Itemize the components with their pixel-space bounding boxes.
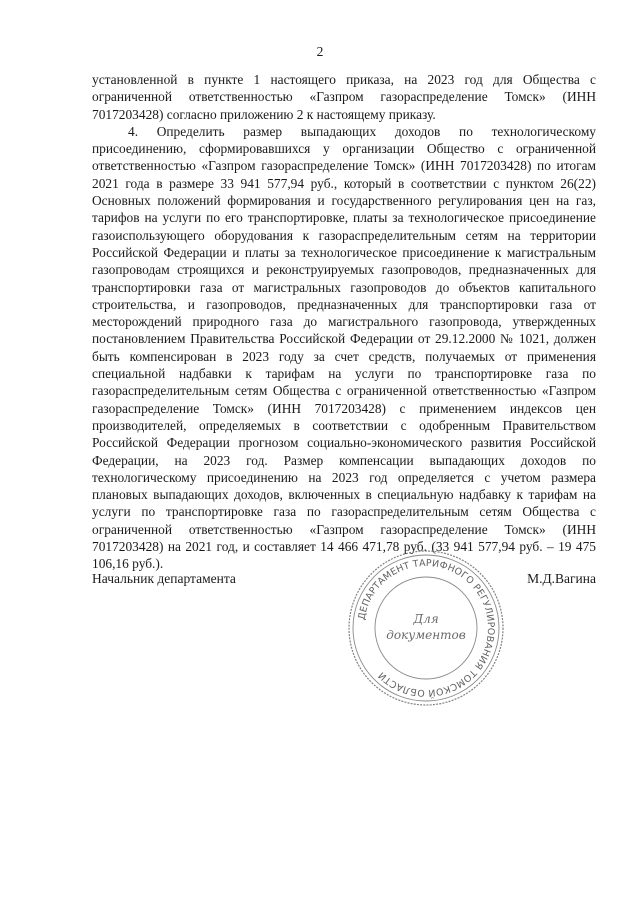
signer-title: Начальник департамента — [92, 571, 236, 586]
paragraph-item-4: 4. Определить размер выпадающих доходов по технологическому присоединению, сформировавшихся у организации Общество с ограниченной ответственностью «Газпром газораспределение Томск» (ИНН 7017203428) по итогам 2021 года в размере 33 941 577,94 руб., который в соответствии с пунктом 26(22) Основных положений формирования и государственного регулирования цен на газ, тарифов на услуги по его транспортировке, платы за технологическое присоединение газоиспользующего оборудования к газораспределительным сетям на территории Российской Федерации и платы за технологическое присоединение к магистральным газопроводам строящихся и реконструируемых газопроводов, предназначенных для транспортировки газа от магистральных газопроводов до объектов капитального строительства, и газопроводов, предназначенных для транспортировки газа от месторождений природного газа до магистрального газопровода, утвержденных постановлением Правительства Российской Федерации от 29.12.2000 № 1021, должен быть компенсирован в 2023 году за счет средств, получаемых от применения специальной надбавки к тарифам на услуги по транспортировке газа по газораспределительным сетям Общества с ограниченной ответственностью «Газпром газораспределение Томск» (ИНН 7017203428) с применением индексов цен производителей, определяемых в соответствии с одобренным Правительством Российской Федерации прогнозом социально-экономического развития Российской Федерации, на 2023 год. Размер компенсации выпадающих доходов по технологическому присоединению на 2023 год определяется с учетом размера плановых выпадающих доходов, включенных в специальную надбавку к тарифам на услуги по транспортировке газа по газораспределительным сетям Общества с ограниченной ответственностью «Газпром газораспределение Томск» (ИНН 7017203428) на 2021 год, и составляет 14 466 471,78 руб. (33 941 577,94 руб. – 19 475 106,16 руб.). — [92, 123, 596, 572]
stamp-seal-graphic — [346, 548, 506, 708]
stamp-center-line-2: документов — [386, 628, 466, 642]
stamp-ring-text: ДЕПАРТАМЕНТ ТАРИФНОГО РЕГУЛИРОВАНИЯ ТОМСКОЙ ОБЛАСТИ — [356, 557, 497, 699]
document-body — [92, 71, 596, 573]
signer-name: М.Д.Вагина — [527, 571, 596, 586]
paragraph-continuation: установленной в пункте 1 настоящего приказа, на 2023 год для Общества с ограниченной ответственностью «Газпром газораспределение Томск» (ИНН 7017203428) согласно приложению 2 к настоящему приказу. — [92, 72, 596, 122]
signature-block — [92, 565, 596, 595]
page-number: 2 — [316, 44, 324, 59]
department-stamp — [346, 548, 506, 708]
stamp-center-line-1: Для — [413, 612, 439, 626]
